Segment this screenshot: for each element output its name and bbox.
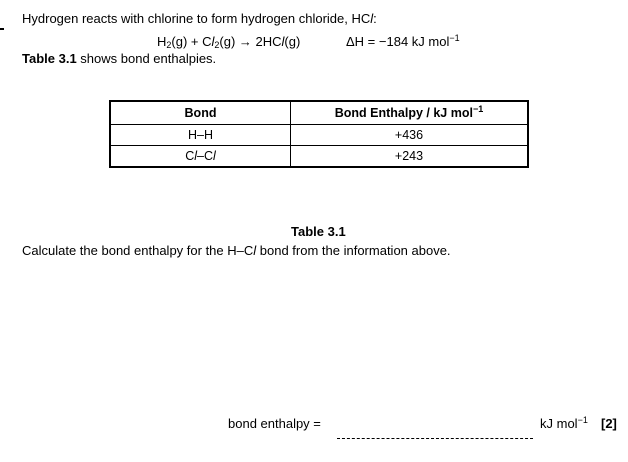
prompt-text-end: bond from the information above.	[256, 243, 451, 258]
intro-italic-l: l	[370, 11, 374, 26]
cell-enthalpy: +436	[291, 125, 529, 146]
answer-unit-superscript: −1	[577, 415, 588, 425]
header-enthalpy	[291, 101, 529, 125]
table-reference-text: shows bond enthalpies.	[76, 51, 217, 66]
table-row	[110, 146, 528, 168]
bond-enthalpy-table	[109, 100, 529, 168]
enthalpy-change	[346, 34, 460, 49]
answer-line[interactable]	[337, 438, 533, 439]
prompt-italic-l: l	[253, 243, 257, 258]
table-row	[110, 125, 528, 146]
eq-chlorine-italic: l	[211, 34, 215, 49]
table-reference-bold: Table 3.1	[22, 51, 77, 66]
cell-enthalpy: +243	[291, 146, 529, 168]
cell-bond: H–H	[110, 125, 291, 146]
reaction-equation	[157, 34, 300, 49]
answer-unit	[540, 416, 588, 431]
cell-bond	[110, 146, 291, 168]
header-enthalpy-text: Bond Enthalpy / kJ mol	[334, 106, 473, 120]
table-caption: Table 3.1	[291, 224, 346, 239]
eq-hydrogen-state: (g) + C	[171, 34, 212, 49]
eq-product-italic: l	[281, 34, 285, 49]
table-reference	[22, 51, 216, 66]
header-bond: Bond	[110, 101, 291, 125]
cell-bond-italic: l	[194, 149, 198, 163]
marks-label: [2]	[601, 416, 617, 431]
eq-chlorine-state: (g) → 2HC	[219, 34, 282, 49]
prompt-text: Calculate the bond enthalpy for the H–C	[22, 243, 254, 258]
answer-unit-text: kJ mol	[540, 416, 578, 431]
eq-hydrogen-subscript: 2	[166, 40, 172, 50]
enthalpy-change-superscript: −1	[449, 33, 460, 43]
eq-product-state: (g)	[284, 34, 301, 49]
question-margin-marker	[0, 28, 4, 30]
question-prompt	[22, 243, 451, 258]
question-intro	[22, 11, 377, 26]
answer-label: bond enthalpy =	[228, 416, 321, 431]
eq-chlorine-subscript: 2	[214, 40, 220, 50]
cell-bond-part: –C	[197, 149, 213, 163]
intro-text: Hydrogen reacts with chlorine to form hydrogen chloride, HC	[22, 11, 371, 26]
cell-bond-part: C	[185, 149, 195, 163]
table-header-row	[110, 101, 528, 125]
cell-bond-italic: l	[213, 149, 216, 163]
enthalpy-change-text: ΔH = −184 kJ mol	[346, 34, 450, 49]
intro-end: :	[373, 11, 377, 26]
eq-hydrogen: H	[157, 34, 167, 49]
header-enthalpy-superscript: −1	[472, 104, 484, 114]
